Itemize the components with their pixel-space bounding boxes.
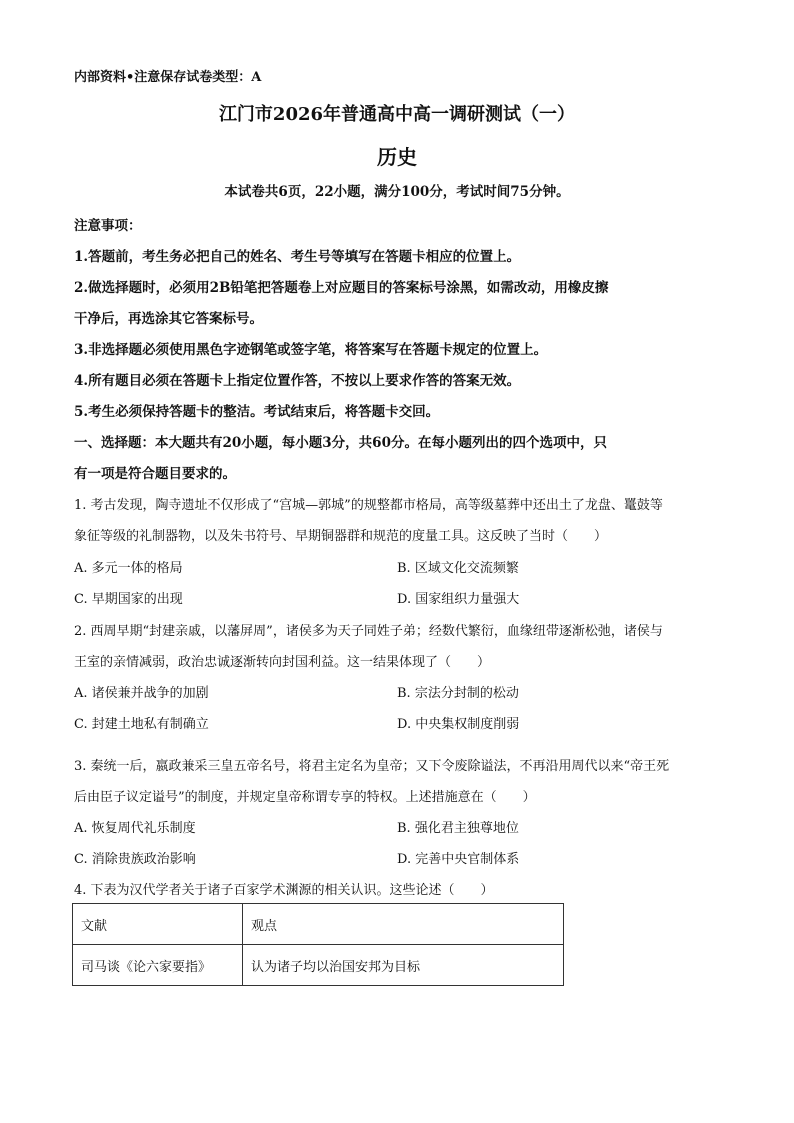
question-2-option-c: C. 封建土地私有制确立 <box>74 717 209 732</box>
question-3-option-c: C. 消除贵族政治影响 <box>74 852 196 867</box>
table-row <box>73 945 564 986</box>
question-2-option-b: B. 宗法分封制的松动 <box>397 686 519 701</box>
notice-item: 干净后，再选涂其它答案标号。 <box>74 311 263 327</box>
question-2-stem: 2. 西周早期“封建亲戚，以藩屏周”，诸侯多为天子同姓子弟；经数代繁衍，血缘纽带逐渐松弛，诸侯与 <box>74 624 663 639</box>
table-header-cell: 观点 <box>243 904 564 945</box>
notice-item: 4.所有题目必须在答题卡上指定位置作答，不按以上要求作答的答案无效。 <box>74 373 521 389</box>
question-1-option-b: B. 区域文化交流频繁 <box>397 561 519 576</box>
question-1-stem-cont: 象征等级的礼制器物，以及朱书符号、早期铜器群和规范的度量工具。这反映了当时（ ） <box>74 529 608 544</box>
question-4-stem: 4. 下表为汉代学者关于诸子百家学术渊源的相关认识。这些论述（ ） <box>74 883 494 898</box>
question-1-stem: 1. 考古发现，陶寺遗址不仅形成了“宫城—郭城”的规整都市格局，高等级墓葬中还出土了龙盘、鼍鼓等 <box>74 498 663 513</box>
question-2-option-a: A. 诸侯兼并战争的加剧 <box>74 686 209 701</box>
question-1-option-d: D. 国家组织力量强大 <box>397 592 520 607</box>
question-2-option-d: D. 中央集权制度削弱 <box>397 717 520 732</box>
notice-item: 5.考生必须保持答题卡的整洁。考试结束后，将答题卡交回。 <box>74 404 440 420</box>
notice-item: 3.非选择题必须使用黑色字迹钢笔或签字笔，将答案写在答题卡规定的位置上。 <box>74 342 548 358</box>
sources-table <box>72 903 564 986</box>
question-3-option-b: B. 强化君主独尊地位 <box>397 821 519 836</box>
exam-title: 江门市2026年普通高中高一调研测试（一） <box>218 104 576 125</box>
question-3-stem: 3. 秦统一后，嬴政兼采三皇五帝名号，将君主定名为皇帝；又下令废除谥法，不再沿用周代以来“帝王死 <box>74 759 670 774</box>
section-heading-cont: 有一项是符合题目要求的。 <box>74 466 236 482</box>
subject-title: 历史 <box>377 145 417 169</box>
confidential-note: 内部资料•注意保存试卷类型：A <box>74 70 262 85</box>
table-cell: 司马谈《论六家要指》 <box>73 945 243 986</box>
question-3-stem-cont: 后由臣子议定谥号”的制度，并规定皇帝称谓专享的特权。上述措施意在（ ） <box>74 790 536 805</box>
notice-item: 1.答题前，考生务必把自己的姓名、考生号等填写在答题卡相应的位置上。 <box>74 249 521 265</box>
question-3-option-a: A. 恢复周代礼乐制度 <box>74 821 196 836</box>
question-3-option-d: D. 完善中央官制体系 <box>397 852 520 867</box>
question-2-stem-cont: 王室的亲情减弱，政治忠诚逐渐转向封国利益。这一结果体现了（ ） <box>74 655 491 670</box>
exam-info: 本试卷共6页，22小题，满分100分，考试时间75分钟。 <box>224 184 570 200</box>
notice-heading: 注意事项： <box>74 218 142 234</box>
notice-item: 2.做选择题时，必须用2B铅笔把答题卷上对应题目的答案标号涂黑，如需改动，用橡皮擦 <box>74 280 609 296</box>
table-header-cell: 文献 <box>73 904 243 945</box>
table-header-row <box>73 904 564 945</box>
section-heading: 一、选择题：本大题共有20小题，每小题3分，共60分。在每小题列出的四个选项中，只 <box>74 435 607 451</box>
table-cell: 认为诸子均以治国安邦为目标 <box>243 945 564 986</box>
question-1-option-c: C. 早期国家的出现 <box>74 592 183 607</box>
question-1-option-a: A. 多元一体的格局 <box>74 561 183 576</box>
